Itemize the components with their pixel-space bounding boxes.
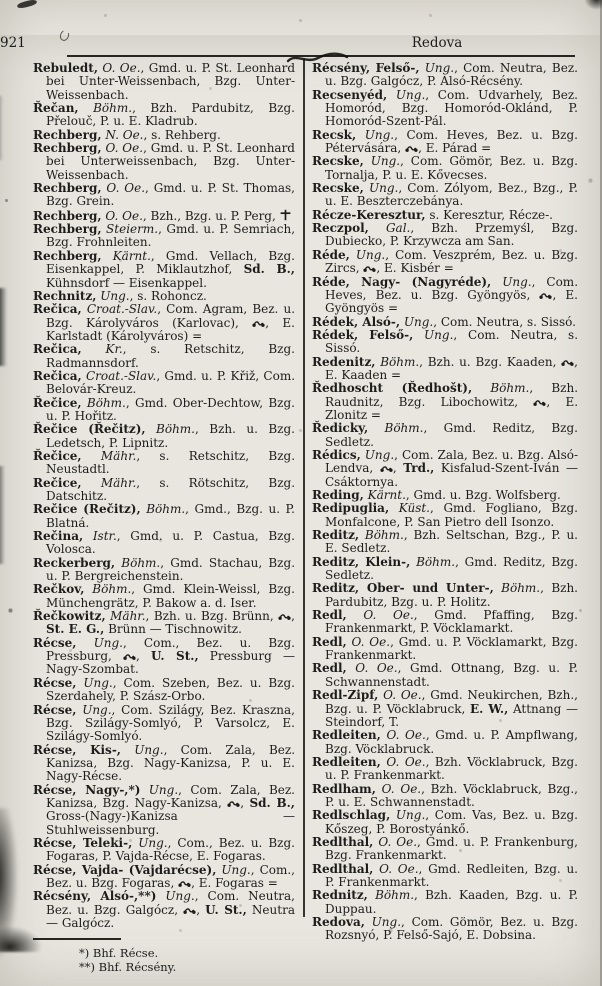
column-divider-rule [303, 59, 305, 917]
entry-text: , Bzh. Vöcklabruck, Bzg., P. u. E. Schwannenstadt. [325, 781, 578, 809]
region-abbrev: Ung. [390, 808, 426, 823]
gazetteer-entry [312, 89, 578, 129]
place-name: Redl-Zipf, [312, 688, 379, 703]
corner-shadow [584, 0, 602, 10]
place-name: Réde, Nagy- (Nagyréde), [312, 274, 492, 289]
left-column [33, 62, 295, 974]
place-name: Redlham, [312, 781, 376, 796]
region-abbrev: Ung. [76, 675, 113, 690]
region-abbrev: O. Oe. [101, 141, 144, 156]
region-abbrev: Böhm. [410, 554, 456, 569]
paper-noise [0, 0, 1, 1]
region-abbrev: O. Oe. [346, 661, 398, 676]
place-name: Récse, [33, 635, 77, 650]
region-abbrev: Ung. [360, 447, 395, 462]
region-abbrev: O. Oe. [101, 208, 143, 223]
gazetteer-entry [312, 916, 578, 943]
gazetteer-entry [312, 756, 578, 783]
region-abbrev: Böhm. [493, 581, 541, 596]
entry-text: , Com. Gömör, Bez. u. Bzg. Tornalja, P. u. E. Kővecses. [325, 154, 578, 182]
region-abbrev: Croat.-Slav. [81, 368, 157, 383]
gazetteer-entry [312, 329, 578, 356]
region-abbrev: O. Oe. [375, 781, 422, 796]
footnote: *) Bhf. Récse. [79, 945, 159, 960]
entry-text: , Com. Heves, Bez. u. Bzg. Pétervására, [325, 127, 578, 156]
place-name: Récsény, Alsó-,**) [33, 889, 157, 904]
gazetteer-entry [312, 182, 578, 209]
region-abbrev: O. Oe. [380, 728, 426, 743]
region-abbrev: Ung. [356, 127, 395, 142]
region-abbrev: Mähr. [81, 448, 137, 463]
place-name: Rečina, [33, 529, 84, 544]
entry-text: , E. Kaaden = [325, 354, 578, 382]
region-abbrev: O. Oe. [378, 688, 422, 703]
place-name: Rechnitz, [33, 288, 97, 303]
region-abbrev: O. Oe. [101, 181, 146, 196]
entry-text: , Gmd. Neukirchen, Bzh., Bzg. u. P. Vöcklabruck, [325, 688, 578, 716]
posthorn-icon [183, 906, 196, 915]
place-name: Rechberg, [33, 127, 102, 142]
region-abbrev: Kärnt. [363, 488, 406, 502]
entry-text: , Gmd. Reditz, Bzg. Sedletz. [325, 554, 578, 583]
region-abbrev: Ung. [96, 288, 130, 303]
entry-text: Kisfalud-Szent-Iván — Csáktornya. [325, 461, 578, 489]
posthorn-icon [561, 358, 574, 367]
region-abbrev: Ung. [363, 154, 401, 169]
place-name: E. W., [469, 701, 509, 716]
region-abbrev: Ung. [140, 782, 179, 797]
region-abbrev: Kr. [81, 342, 123, 357]
posthorn-icon [539, 291, 552, 300]
place-name: Redleiten, [312, 728, 381, 743]
gazetteer-entry [312, 836, 578, 863]
posthorn-icon [405, 144, 418, 153]
entry-text: , Bzh. u. Bzg. Ledetsch, P. Lipnitz. [46, 422, 295, 450]
region-abbrev: O. Oe. [373, 861, 419, 876]
entry-text: , Gmd. u. P. Vöcklamarkt, Bzg. Frankenmarkt. [325, 634, 578, 663]
footnote-rule [33, 938, 121, 939]
region-abbrev: Böhm. [115, 555, 161, 570]
entry-text: , s. Rehberg. [143, 127, 221, 142]
entry-text: , Com. Vas, Bez. u. Bzg. Kőszeg, P. Borostyánkő. [325, 808, 578, 836]
gazetteer-entry [312, 582, 578, 609]
gazetteer-entry [312, 636, 578, 663]
posthorn-icon [227, 799, 240, 808]
entry-text: , [136, 649, 151, 664]
gazetteer-entry [312, 662, 578, 689]
entry-text: , Com. Udvarhely, Bez. Homoród, Bzg. Homoród-Oklánd, P. Homoród-Szent-Pál. [325, 87, 578, 129]
entry-text: , Com. Gömör, Bez. u. Bzg. Rozsnyó, P. Felső-Sajó, E. Dobsina. [325, 915, 578, 943]
region-abbrev: Böhm. [368, 421, 424, 436]
region-abbrev: Steierm. [101, 222, 159, 237]
gazetteer-entry [312, 689, 578, 729]
entry-text: , Bzh. Przemyśl, Bzg. Dubiecko, P. Krzywcza am San. [325, 221, 578, 249]
region-abbrev: O. Oe. [373, 834, 418, 849]
entry-text: , Com. Zala, Bez. u. Bzg. Alsó-Lendva, [325, 447, 579, 476]
gazetteer-entry [312, 729, 578, 756]
entry-text: , E. Párad = [418, 141, 492, 156]
region-abbrev: Ung. [156, 889, 195, 904]
entry-text: s. Keresztur, Récze-. [425, 207, 553, 222]
gazetteer-entry [312, 276, 578, 316]
gazetteer-entry [33, 290, 295, 303]
region-abbrev: Böhm. [84, 582, 132, 597]
place-name: Reczpol, [312, 221, 369, 236]
region-abbrev: Ung. [76, 702, 112, 717]
entry-text: , Com. Neutra, Bez. u. Bzg. Galgócz, P. Alsó-Récsény. [325, 61, 578, 89]
entry-text: Brünn — Tischnowitz. [104, 622, 242, 637]
gazetteer-entry [33, 423, 295, 450]
gazetteer-entry [33, 744, 295, 784]
entry-text: , E. Fogaras = [191, 875, 278, 890]
place-name: Redlthal, [312, 861, 374, 876]
posthorn-icon [363, 264, 376, 273]
entry-text: , Com., Bez. u. Bzg. Fogaras, [46, 862, 295, 890]
gazetteer-entry [312, 489, 578, 502]
place-name: Rechberg, [33, 208, 102, 223]
posthorn-icon [533, 398, 546, 407]
region-abbrev: Böhm. [367, 888, 415, 903]
header-rule [67, 55, 575, 57]
posthorn-icon [278, 612, 291, 621]
place-name: Rečica, [33, 368, 82, 383]
place-name: Řečkowitz, [33, 609, 106, 624]
entry-text: , Com. Zala, Bez. Kanizsa, Bzg. Nagy-Kanizsa, [46, 782, 295, 810]
place-name: Redlschlag, [312, 808, 391, 823]
right-column-entries [312, 62, 578, 943]
entry-text: , Gmd. u. Bzg. Wolfsberg. [405, 488, 561, 502]
entry-text: , Bzh., Bzg. u. P. Perg, [142, 208, 280, 223]
region-abbrev: Ung. [216, 862, 251, 877]
entry-text: , s. Rötschitz, Bzg. Datschitz. [46, 475, 296, 503]
right-column [312, 62, 578, 943]
gazetteer-entry [312, 502, 578, 529]
gazetteer-entry [33, 503, 295, 530]
place-name: Récse, Teleki-, [33, 835, 133, 850]
posthorn-icon [252, 319, 265, 328]
entry-text: , E. Zlonitz = [325, 394, 579, 422]
place-name: U. St., [205, 902, 247, 917]
running-head-right: Redova [411, 35, 463, 51]
entry-text: Neutra — Galgócz. [46, 902, 295, 930]
entry-text: , s. Retschitz, Bzg. Radmannsdorf. [46, 342, 295, 370]
entry-text: , s. Retschitz, Bzg. Neustadtl. [46, 448, 296, 477]
region-abbrev: Croat.-Slav. [81, 302, 158, 317]
region-abbrev: Ung. [413, 327, 454, 342]
gazetteer-entry [312, 209, 578, 222]
gazetteer-entry [33, 583, 295, 610]
gazetteer-entry [312, 889, 578, 916]
footnotes [33, 938, 295, 973]
gazetteer-entry [33, 637, 295, 677]
region-abbrev: N. Oe. [101, 127, 144, 142]
gazetteer-entry [312, 609, 578, 636]
gazetteer-entry [33, 450, 295, 477]
place-name: Řečice, [33, 395, 82, 410]
place-name: Reditz, Klein-, [312, 554, 411, 569]
gazetteer-entry [33, 864, 295, 891]
place-name: Sd. B., [249, 795, 295, 810]
gazetteer-entry [312, 249, 578, 276]
region-abbrev: Ung. [132, 835, 168, 850]
entry-text: , Gmd. Ottnang, Bzg. u. P. Schwannenstadt. [325, 661, 578, 689]
entry-text: , Com. Szilágy, Bez. Kraszna, Bzg. Szilágy-Somlyó, P. Varsolcz, E. Szilágy-Somlyó. [46, 702, 295, 744]
gazetteer-entry [33, 129, 295, 142]
place-name: Rednitz, [312, 888, 368, 903]
region-abbrev: Küst. [389, 501, 430, 516]
entry-text: , E. Karlstadt (Károlyváros) = [46, 315, 295, 343]
gazetteer-entry [312, 556, 578, 583]
region-abbrev: Böhm. [375, 354, 420, 369]
place-name: Récse, [33, 702, 77, 717]
place-name: Reding, [312, 488, 364, 502]
region-abbrev: O. Oe. [346, 634, 391, 649]
region-abbrev: Ung. [76, 635, 123, 650]
place-name: Reditz, Ober- und Unter-, [312, 581, 494, 596]
entry-text: , Com. Neutra, Bez. u. Bzg. Galgócz, [46, 889, 295, 917]
entry-text: , Com. Veszprém, Bez. u. Bzg. Zircs, [325, 247, 578, 276]
entry-text: , Com., Bez. u. Bzg. Pressburg, [46, 635, 295, 664]
entry-text: Gross-(Nagy-)Kanizsa — Stuhlweissenburg. [46, 809, 295, 837]
place-name: Recsenyéd, [312, 87, 388, 102]
gazetteer-entry [33, 397, 295, 424]
region-abbrev: Ung. [120, 742, 164, 757]
entry-text: , E. Gyöngyös = [325, 287, 578, 316]
entry-text: , Gmd. Fogliano, Bzg. Monfalcone, P. San Pietro dell Isonzo. [325, 501, 578, 529]
entry-text: , Gmd. u. P. Frankenburg, Bzg. Frankenmarkt. [325, 834, 578, 863]
place-name: Récse, Vajda- (Vajdarécse), [33, 862, 217, 877]
gazetteer-entry [33, 557, 295, 584]
entry-text: , Bzh. Seltschan, Bzg., P. u. E. Sedletz. [325, 528, 578, 556]
entry-text: , Bzh. Pardubitz, Bzg. Přelouč, P. u. E. Kladrub. [46, 101, 295, 129]
entry-text: , Gmd. u. P. Castua, Bzg. Volosca. [46, 529, 295, 557]
entry-text: , s. Rohoncz. [129, 288, 207, 303]
entry-text: , Bzh. Raudnitz, Bzg. Libochowitz, [325, 381, 579, 409]
place-name: Rečice (Rečitz), [33, 502, 141, 517]
gazetteer-entry [312, 863, 578, 890]
place-name: Rédek, Alsó-, [312, 314, 401, 329]
entry-text: , E. Kisbér = [376, 261, 454, 276]
place-name: Reckerberg, [33, 555, 116, 570]
place-name: Trd., [403, 461, 435, 476]
entry-text: , [392, 461, 404, 476]
footnote: **) Bhf. Récsény. [79, 959, 177, 974]
place-name: St. E. G., [46, 622, 105, 637]
gazetteer-entry [312, 129, 578, 156]
gazetteer-entry [33, 250, 295, 290]
gazetteer-entry [312, 382, 578, 422]
place-name: Rechberg, [33, 141, 102, 156]
gazetteer-entry [33, 784, 295, 837]
gazetteer-entry [33, 142, 295, 182]
entry-text: , Com. Neutra, s. Sissó. [325, 327, 579, 356]
gazetteer-entry [33, 610, 295, 637]
place-name: Redlthal, [312, 834, 374, 849]
entry-text: , Gmd. u. P. St. Thomas, Bzg. Grein. [46, 181, 295, 209]
gazetteer-entry [33, 209, 295, 223]
region-abbrev: Ung. [419, 61, 455, 75]
entry-text: , Bzh. Vöcklabruck, Bzg. u. P. Frankenmarkt. [325, 754, 578, 783]
place-name: Rechberg, [33, 248, 102, 263]
place-name: Recsk, [312, 127, 357, 142]
place-name: Redl, [312, 661, 347, 676]
place-name: Rečica, [33, 302, 82, 317]
entry-text: , Com. Heves, Bez. u. Bzg. Gyöngyös, [325, 274, 579, 302]
gazetteer-entry [33, 182, 295, 209]
place-name: Redl, [312, 634, 347, 649]
gazetteer-entry [33, 890, 295, 930]
place-name: Rédek, Felső-, [312, 327, 414, 342]
entry-text: , Gmd. u. P. Ampflwang, Bzg. Vöcklabruck. [325, 728, 578, 756]
region-abbrev: Böhm. [81, 395, 126, 410]
place-name: Rechberg, [33, 222, 102, 237]
entry-text: , Gmd. u. P. Křiž, Com. Belovár-Kreuz. [46, 368, 296, 397]
region-abbrev: Ung. [364, 915, 402, 929]
entry-text: Pressburg — Nagy-Szombat. [46, 649, 295, 677]
place-name: Rédics, [312, 447, 361, 462]
gazetteer-entry [33, 102, 295, 129]
place-name: Recske, [312, 181, 364, 196]
region-abbrev: Ung. [349, 247, 386, 262]
place-name: Ředicky, [312, 421, 369, 436]
region-abbrev: Ung. [491, 274, 532, 289]
place-name: Řečice, [33, 448, 82, 463]
region-abbrev: Böhm. [472, 381, 530, 396]
entry-text: , Gmd. Reditz, Bzg. Sedletz. [325, 421, 578, 449]
place-name: Reditz, [312, 528, 360, 543]
entry-text: , Gmd. Redleiten, Bzg. u. P. Frankenmarkt. [325, 861, 578, 889]
gazetteer-entry [312, 155, 578, 182]
place-name: Redl, [312, 608, 347, 623]
gazetteer-entry [312, 422, 578, 449]
region-abbrev: Ung. [363, 181, 399, 196]
region-abbrev: Böhm. [145, 422, 195, 437]
place-name: Récse, Kis-, [33, 742, 121, 757]
entry-text: , Bzh. Pardubitz, Bzg. u. P. Holitz. [325, 581, 578, 609]
entry-text: , Gmd. Ober-Dechtow, Bzg. u. P. Hořitz. [46, 395, 295, 423]
place-name: Řečan, [33, 101, 79, 116]
ink-smudge [17, 0, 38, 9]
entry-text: , Gmd. u. P. Semriach, Bzg. Frohnleiten. [46, 222, 296, 250]
place-name: Ředhoscht (Ředhošt), [312, 381, 473, 396]
entry-text: , Gmd. Klein-Weissl, Bzg. Münchengrätz, P. Bakow a. d. Iser. [46, 582, 295, 610]
place-name: Rečkov, [33, 582, 85, 597]
region-abbrev: Ung. [400, 314, 434, 329]
place-name: Rebuledt, [33, 61, 99, 75]
entry-text: , Gmd. u. P. St. Leonhard bei Unterweissenbach, Bzg. Unter-Weissenbach. [46, 141, 295, 182]
place-name: Récse, [33, 675, 77, 690]
region-abbrev: Böhm. [359, 528, 404, 543]
place-name: Sd. B., [243, 262, 295, 277]
entry-text: , Com. Zólyom, Bez., Bzg., P. u. E. Beszterczebánya. [325, 181, 578, 209]
region-abbrev: Böhm. [140, 502, 186, 517]
entry-text: Kühnsdorf — Eisenkappel. [46, 275, 207, 290]
place-name: Récsény, Felső-, [312, 61, 420, 75]
entry-text: , Bzh. u. Bzg. Brünn, [145, 609, 279, 624]
entry-text: , Gmd. Vellach, Bzg. Eisenkappel, P. Miklautzhof, [46, 248, 295, 277]
gazetteer-entry [33, 303, 295, 343]
entry-text: , Com., Bez. u. Bzg. Fogaras, P. Vajda-Récse, E. Fogaras. [46, 835, 295, 864]
entry-text: , Com. Szeben, Bez. u. Bzg. Szerdahely, P. Szász-Orbo. [46, 675, 295, 704]
left-column-entries [33, 62, 295, 930]
place-name: Rechberg, [33, 181, 102, 196]
gazetteer-entry [312, 62, 578, 89]
page-number: 921 [0, 35, 600, 986]
posthorn-icon [123, 652, 136, 661]
gazetteer-entry [33, 704, 295, 744]
place-name: Récze-Keresztur, [312, 207, 426, 222]
place-name: Redova, [312, 915, 365, 929]
entry-text: , Bzh. u. Bzg. Kaaden, [419, 354, 562, 369]
gazetteer-entry [33, 530, 295, 557]
region-abbrev: Mähr. [105, 609, 146, 624]
region-abbrev: Gal. [368, 221, 411, 236]
place-name: Rečica, [33, 342, 82, 357]
entry-text: , [196, 902, 206, 917]
entry-text: Attnang — Steindorf, T. [325, 701, 578, 729]
entry-text: , Gmd. Stachau, Bzg. u. P. Bergreichenstein. [46, 555, 296, 584]
gazetteer-entry [33, 62, 295, 102]
place-name: Redipuglia, [312, 501, 390, 516]
gazetteer-entry [33, 837, 295, 864]
place-name: Réde, [312, 247, 350, 262]
place-name: Recske, [312, 154, 364, 169]
gazetteer-entry [312, 356, 578, 383]
entry-text: , Com. Neutra, s. Sissó. [433, 314, 576, 329]
gazetteer-entry [312, 783, 578, 810]
place-name: Rečice, [33, 475, 82, 490]
region-abbrev: Mähr. [81, 475, 137, 490]
gazetteer-entry [312, 809, 578, 836]
entry-text: , Gmd., Bzg. u. P. Blatná. [46, 502, 295, 530]
gazetteer-entry [312, 316, 578, 329]
region-abbrev: O. Oe. [380, 754, 426, 769]
region-abbrev: Istr. [83, 529, 117, 544]
place-name: U. St., [151, 649, 199, 664]
region-abbrev: O. Oe. [346, 608, 414, 623]
place-name: Récse, Nagy-,*) [33, 782, 141, 797]
entry-text: , Gmd. u. P. St. Leonhard bei Unter-Weissenbach, Bzg. Unter-Weissenbach. [46, 61, 296, 102]
entry-text: , [240, 795, 250, 810]
gazetteer-entry [33, 677, 295, 704]
region-abbrev: Ung. [387, 87, 426, 102]
gazetteer-entry [33, 343, 295, 370]
gazetteer-entry [33, 477, 295, 504]
place-name: Řečice (Řečitz), [33, 422, 146, 437]
posthorn-icon [178, 879, 191, 888]
posthorn-icon [380, 464, 393, 473]
gazetteer-entry [33, 370, 295, 397]
gazetteer-entry [312, 449, 578, 489]
gazetteer-entry [312, 529, 578, 556]
entry-text: , Com. Agram, Bez. u. Bzg. Károlyváros (Karlovac), [46, 302, 296, 330]
region-abbrev: O. Oe. [98, 61, 141, 75]
gazetteer-entry [312, 222, 578, 249]
cross-icon [280, 209, 291, 221]
gazetteer-entry [33, 223, 295, 250]
region-abbrev: Böhm. [78, 101, 133, 116]
region-abbrev: Kärnt. [101, 248, 151, 263]
entry-text: , Bzh. Kaaden, Bzg. u. P. Duppau. [325, 888, 579, 916]
entry-text: , Com. Zala, Bez. Kanizsa, Bzg. Nagy-Kanizsa, P. u. E. Nagy-Récse. [46, 742, 296, 784]
entry-text: , [291, 609, 295, 624]
entry-text: , Gmd. Pfaffing, Bzg. Frankenmarkt, P. Vöcklamarkt. [325, 608, 578, 636]
place-name: Redleiten, [312, 754, 381, 769]
place-name: Redenitz, [312, 354, 376, 369]
